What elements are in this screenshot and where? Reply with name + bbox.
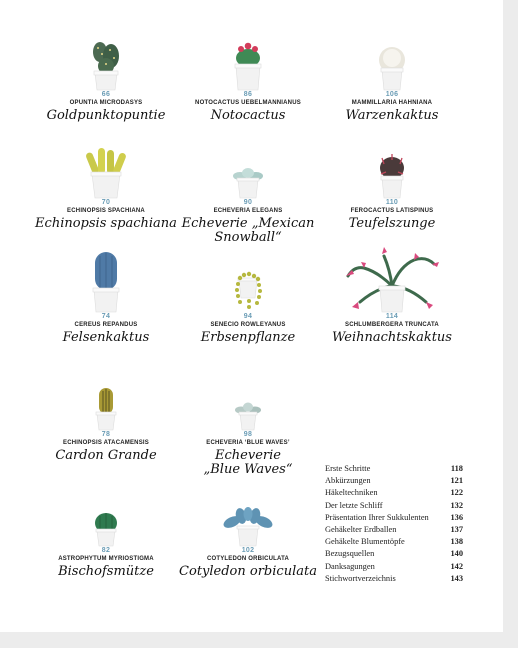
german-name: Felsenkaktus [62,330,150,345]
echeveria-elegans-icon [231,166,265,198]
page-number: 102 [241,547,255,554]
latin-name: OPUNTIA MICRODASYS [69,100,143,106]
ferocactus-icon [374,154,410,198]
german-name: Notocactus [210,108,286,123]
latin-name: ECHEVERIA ‘BLUE WAVES’ [206,440,290,446]
astrophytum-icon [92,510,120,546]
plant-entry-mammillaria[interactable] [317,28,467,123]
plant-illustration [317,136,467,198]
page-number: 82 [101,547,111,554]
toc-item[interactable]: Abkürzungen 121 [325,476,463,486]
plant-illustration [31,368,181,430]
notocactus-icon [228,36,268,90]
plant-illustration [173,368,323,430]
toc-item[interactable]: Gehäkelter Erdballen 137 [325,525,463,535]
plant-entry-echinopsis-spachiana[interactable] [31,136,181,231]
echinopsis-spachiana-icon [81,142,131,198]
plant-illustration [173,28,323,90]
plant-illustration [31,136,181,198]
german-name: Erbsenpflanze [200,330,296,345]
plant-entry-echeveria-blue-waves[interactable] [173,368,323,477]
toc-item[interactable]: Stichwortverzeichnis 143 [325,573,463,583]
latin-name: SENECIO ROWLEYANUS [210,322,286,328]
german-name: Bischofsmütze [58,564,154,579]
german-name: Echeverie „Blue Waves“ [203,448,293,477]
opuntia-icon [86,36,126,90]
toc-item[interactable]: Bezugsquellen 140 [325,549,463,559]
plant-illustration [317,28,467,90]
toc-item[interactable]: Der letzte Schliff 132 [325,500,463,510]
plant-illustration [317,250,467,312]
latin-name: NOTOCACTUS UEBELMANNIANUS [195,100,301,106]
plant-illustration [31,250,181,312]
plant-entry-opuntia[interactable] [31,28,181,123]
latin-name: ASTROPHYTUM MYRIOSTIGMA [58,556,154,562]
plant-illustration [173,250,323,312]
latin-name: ECHINOPSIS SPACHIANA [67,208,145,214]
page-number: 70 [101,199,111,206]
plant-entry-astrophytum[interactable] [31,484,181,579]
german-name: Weihnachtskaktus [332,330,452,345]
plant-entry-senecio[interactable] [173,250,323,345]
page-number: 114 [385,313,399,320]
german-name: Goldpunktopuntie [46,108,166,123]
senecio-icon [231,270,265,312]
plant-entry-notocactus[interactable] [173,28,323,123]
page-number: 110 [385,199,399,206]
plant-entry-schlumbergera[interactable] [317,250,467,345]
toc-item[interactable]: Gehäkelte Blumentöpfe 138 [325,537,463,547]
schlumbergera-icon [344,246,440,312]
plant-entry-echeveria-elegans[interactable] [173,136,323,245]
german-name: Cardon Grande [55,448,157,463]
toc-item[interactable]: Häkeltechniken 122 [325,488,463,498]
cereus-icon [89,252,123,312]
latin-name: COTYLEDON ORBICULATA [206,556,290,562]
latin-name: CEREUS REPANDUS [74,322,138,328]
cotyledon-icon [222,508,274,546]
page-number: 98 [243,431,253,438]
page-number: 74 [101,313,111,320]
table-of-contents [325,463,463,585]
echinopsis-atacamensis-icon [94,388,118,430]
mammillaria-icon [374,42,410,90]
page-number: 86 [243,91,253,98]
plant-entry-ferocactus[interactable] [317,136,467,231]
page-number: 78 [101,431,111,438]
plant-illustration [31,28,181,90]
plant-illustration [173,136,323,198]
toc-item[interactable]: Präsentation Ihrer Sukkulenten 136 [325,512,463,522]
page-number: 106 [385,91,399,98]
german-name: Cotyledon orbiculata [179,564,317,579]
latin-name: MAMMILLARIA HAHNIANA [351,100,433,106]
german-name: Teufelszunge [348,216,436,231]
german-name: Echeverie „Mexican Snowball“ [181,216,315,245]
page-number: 90 [243,199,253,206]
toc-item[interactable]: Danksagungen 142 [325,561,463,571]
page-number: 66 [101,91,111,98]
plant-illustration [31,484,181,546]
plant-entry-cotyledon[interactable] [173,484,323,579]
plant-entry-echinopsis-atacamensis[interactable] [31,368,181,463]
echeveria-blue-waves-icon [233,402,263,430]
plant-entry-cereus[interactable] [31,250,181,345]
toc-item[interactable]: Erste Schritte 118 [325,464,463,473]
latin-name: SCHLUMBERGERA TRUNCATA [345,322,439,328]
plant-illustration [173,484,323,546]
latin-name: FEROCACTUS LATISPINUS [350,208,434,214]
latin-name: ECHINOPSIS ATACAMENSIS [63,440,149,446]
page-number: 94 [243,313,253,320]
german-name: Warzenkaktus [345,108,439,123]
german-name: Echinopsis spachiana [35,216,177,231]
latin-name: ECHEVERIA ELEGANS [213,208,283,214]
